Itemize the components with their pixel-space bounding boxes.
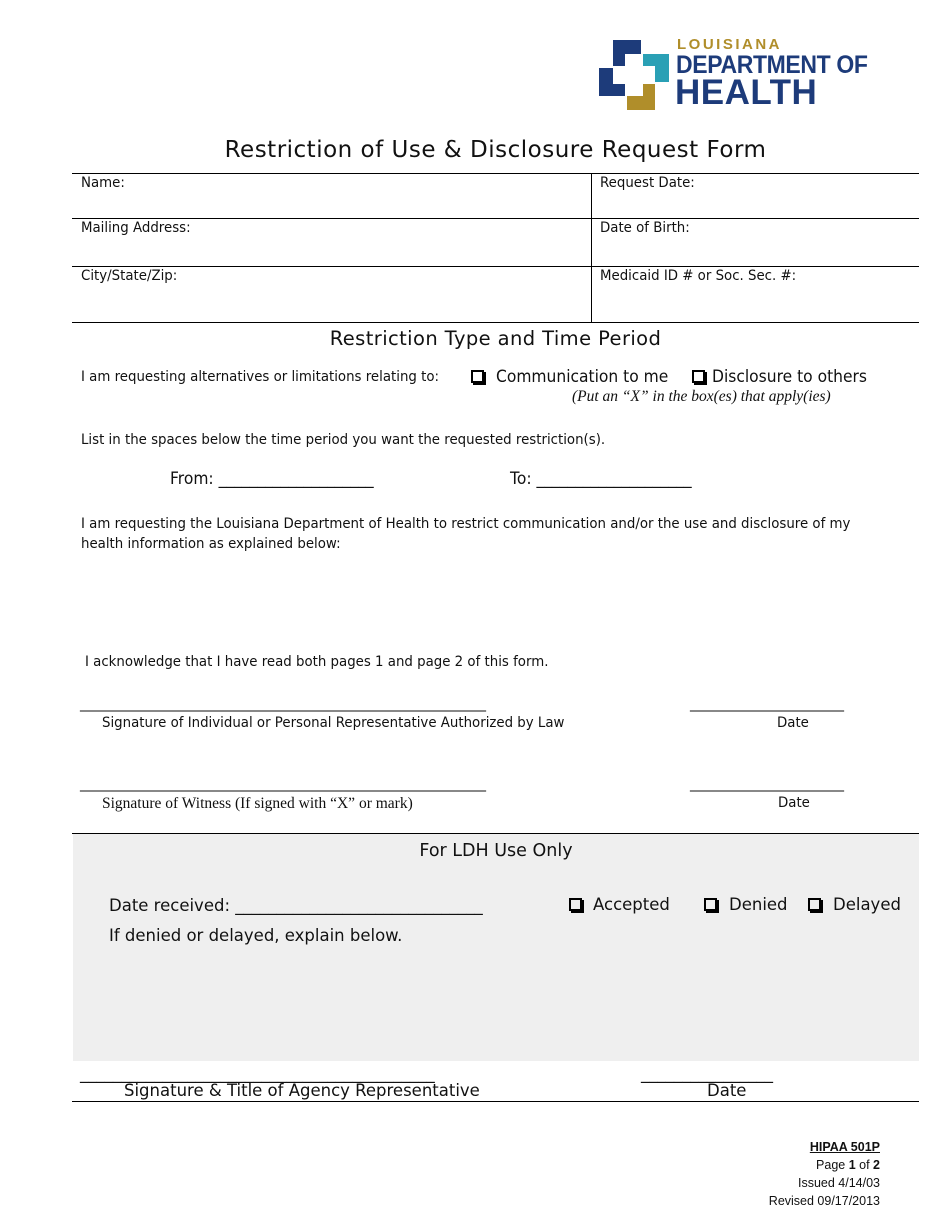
request-statement-line1: I am requesting the Louisiana Department of Health to restrict communication and/or the use and disclosure of my bbox=[81, 516, 851, 532]
denied-checkbox[interactable] bbox=[704, 898, 717, 911]
agency-date-line[interactable]: ________________ bbox=[641, 1064, 773, 1083]
acknowledge-statement: I acknowledge that I have read both pages 1 and page 2 of this form. bbox=[85, 654, 549, 670]
put-x-note: (Put an “X” in the box(es) that apply(ies) bbox=[572, 388, 831, 405]
communication-option-label: Communication to me bbox=[496, 367, 669, 386]
witness-signature-label: Signature of Witness (If signed with “X” or mark) bbox=[102, 795, 413, 812]
mailing-address-field[interactable]: Mailing Address: bbox=[81, 220, 191, 236]
form-title: Restriction of Use & Disclosure Request Form bbox=[224, 137, 767, 163]
ldh-bottom-border bbox=[72, 1101, 919, 1102]
section-title-restriction: Restriction Type and Time Period bbox=[329, 327, 662, 350]
name-field[interactable]: Name: bbox=[81, 175, 125, 191]
page-indicator: Page 1 of 2 bbox=[816, 1158, 880, 1172]
witness-signature-line[interactable]: __________________________________________________________ bbox=[80, 776, 486, 792]
witness-date-label: Date bbox=[778, 795, 810, 811]
city-state-zip-field[interactable]: City/State/Zip: bbox=[81, 268, 178, 284]
logo-health: HEALTH bbox=[675, 73, 818, 112]
table-top-border bbox=[72, 173, 919, 174]
ldh-logo bbox=[599, 38, 889, 112]
ldh-use-only-panel bbox=[73, 834, 919, 1061]
requesting-label: I am requesting alternatives or limitations relating to: bbox=[81, 369, 440, 385]
individual-signature-label: Signature of Individual or Personal Representative Authorized by Law bbox=[102, 715, 565, 731]
communication-checkbox[interactable] bbox=[471, 370, 484, 383]
request-statement-line2: health information as explained below: bbox=[81, 536, 341, 552]
agency-date-label: Date bbox=[707, 1081, 747, 1100]
witness-date-line[interactable]: ______________________ bbox=[690, 776, 844, 792]
form-footer bbox=[769, 1138, 880, 1210]
table-column-divider bbox=[591, 173, 592, 322]
form-code: HIPAA 501P bbox=[809, 1140, 880, 1154]
issued-date: Issued 4/14/03 bbox=[797, 1176, 880, 1190]
accepted-label: Accepted bbox=[593, 895, 670, 914]
individual-date-line[interactable]: ______________________ bbox=[690, 696, 844, 712]
medicaid-id-field[interactable]: Medicaid ID # or Soc. Sec. #: bbox=[600, 268, 797, 284]
table-row-divider bbox=[72, 218, 919, 219]
logo-louisiana: LOUISIANA bbox=[677, 36, 782, 53]
disclosure-option-label: Disclosure to others bbox=[712, 367, 867, 386]
disclosure-checkbox[interactable] bbox=[692, 370, 705, 383]
revised-date: Revised 09/17/2013 bbox=[768, 1194, 880, 1208]
delayed-label: Delayed bbox=[833, 895, 901, 914]
time-period-instruction: List in the spaces below the time period you want the requested restriction(s). bbox=[81, 432, 606, 448]
health-cross-icon bbox=[599, 40, 669, 110]
request-date-field[interactable]: Request Date: bbox=[600, 175, 695, 191]
to-date-field[interactable]: To: ____________________ bbox=[510, 469, 692, 488]
table-row-divider bbox=[72, 266, 919, 267]
table-bottom-border bbox=[72, 322, 919, 323]
from-date-field[interactable]: From: ____________________ bbox=[170, 469, 374, 488]
denied-label: Denied bbox=[729, 895, 788, 914]
delayed-checkbox[interactable] bbox=[808, 898, 821, 911]
explain-label: If denied or delayed, explain below. bbox=[109, 926, 403, 945]
ldh-title: For LDH Use Only bbox=[419, 841, 573, 861]
agency-signature-label: Signature & Title of Agency Representative bbox=[124, 1081, 480, 1100]
logo-department-of: DEPARTMENT OF bbox=[676, 51, 868, 79]
date-received-field[interactable]: Date received: ______________________________ bbox=[109, 896, 483, 915]
individual-date-label: Date bbox=[777, 715, 809, 731]
date-of-birth-field[interactable]: Date of Birth: bbox=[600, 220, 690, 236]
individual-signature-line[interactable]: __________________________________________________________ bbox=[80, 696, 486, 712]
agency-signature-line[interactable]: ___________________________________________ bbox=[80, 1064, 435, 1083]
accepted-checkbox[interactable] bbox=[569, 898, 582, 911]
